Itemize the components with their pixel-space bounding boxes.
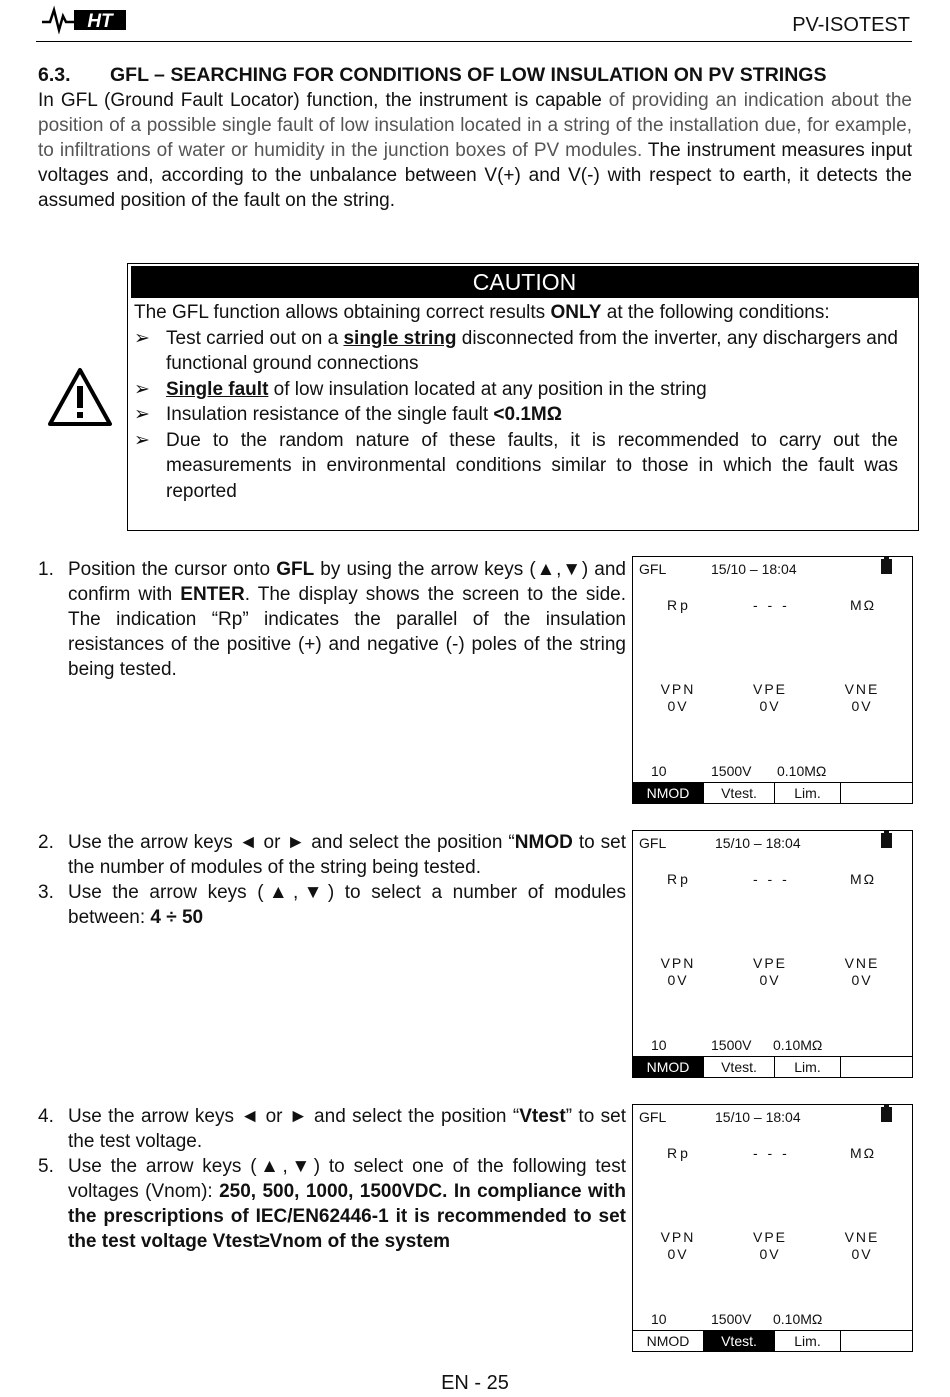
caution-box — [127, 263, 919, 531]
rp-label: Rp — [667, 871, 691, 887]
vpe-reading: VPE 0V — [752, 681, 787, 714]
lim-value: 0.10MΩ — [773, 1311, 823, 1327]
rp-value: - - - — [753, 871, 790, 887]
screen-datetime: 15/10 – 18:04 — [715, 1109, 801, 1125]
tab-nmod[interactable]: NMOD — [633, 1057, 704, 1077]
arrow-bullet-icon: ➢ — [134, 378, 150, 400]
step-block-2 — [38, 830, 626, 930]
tab-lim[interactable]: Lim. — [775, 1057, 841, 1077]
page-number: EN - 25 — [441, 1372, 509, 1394]
screen-tabs — [633, 782, 912, 803]
screen-title: GFL — [639, 835, 667, 851]
vpe-reading: VPE 0V — [752, 955, 787, 988]
tab-nmod[interactable]: NMOD — [633, 783, 704, 803]
vne-reading: VNE 0V — [844, 681, 880, 714]
caution-list — [134, 326, 898, 505]
vtest-value: 1500V — [711, 1037, 752, 1053]
logo-text: HT — [87, 11, 113, 32]
warning-triangle-icon — [46, 366, 114, 428]
intro-part-a: In GFL (Ground Fault Locator) function, the instrument is capable — [38, 90, 609, 111]
step-block-1 — [38, 557, 626, 682]
tab-nmod[interactable]: NMOD — [633, 1331, 704, 1351]
tab-vtest[interactable]: Vtest. — [704, 1057, 775, 1077]
tab-vtest[interactable]: Vtest. — [704, 1331, 775, 1351]
step-4: 4. Use the arrow keys ◄ or ► and select the position “Vtest” to set the test voltage. — [38, 1106, 626, 1152]
vtest-value: 1500V — [711, 763, 752, 779]
ht-logo — [40, 4, 130, 34]
caution-item: ➢ Single fault of low insulation located at any position in the string — [134, 377, 898, 403]
vpn-reading: VPN 0V — [660, 1229, 696, 1262]
screen-datetime: 15/10 – 18:04 — [715, 835, 801, 851]
battery-icon — [881, 559, 892, 574]
header-rule — [36, 41, 912, 42]
screen-tabs — [633, 1330, 912, 1351]
battery-icon — [881, 833, 892, 848]
rp-value: - - - — [753, 597, 790, 613]
caution-item: ➢ Insulation resistance of the single fault <0.1MΩ — [134, 402, 898, 428]
rp-label: Rp — [667, 1145, 691, 1161]
intro-part-b: of providing an indication about the position of a possible single fault of low insulation located in a string of the installation due, for example, to infiltrations of water or humidity in the junction boxes of PV modules. — [38, 90, 912, 161]
vpn-reading: VPN 0V — [660, 955, 696, 988]
step-block-3 — [38, 1104, 626, 1254]
rp-label: Rp — [667, 597, 691, 613]
section-title: GFL – SEARCHING FOR CONDITIONS OF LOW INSULATION ON PV STRINGS — [110, 64, 827, 86]
section-number: 6.3. — [38, 64, 71, 86]
tab-vtest[interactable]: Vtest. — [704, 783, 775, 803]
screen-title: GFL — [639, 561, 667, 577]
vpe-reading: VPE 0V — [752, 1229, 787, 1262]
lim-value: 0.10MΩ — [777, 763, 827, 779]
intro-part-c: The instrument measures input voltages and, according to the unbalance between V(+) and V(-) with respect to earth, it detects the assumed position of the fault on the string. — [38, 140, 912, 211]
rp-unit: MΩ — [850, 1145, 877, 1161]
rp-value: - - - — [753, 1145, 790, 1161]
vne-reading: VNE 0V — [844, 1229, 880, 1262]
caution-lead: The GFL function allows obtaining correct results ONLY at the following conditions: — [134, 302, 830, 323]
tab-lim[interactable]: Lim. — [775, 1331, 841, 1351]
caution-title: CAUTION — [131, 266, 918, 298]
product-name: PV-ISOTEST — [792, 14, 910, 36]
screen-title: GFL — [639, 1109, 667, 1125]
arrow-bullet-icon: ➢ — [134, 404, 150, 425]
caution-body — [134, 300, 898, 504]
arrow-bullet-icon: ➢ — [134, 429, 150, 451]
vtest-value: 1500V — [711, 1311, 752, 1327]
nmod-value: 10 — [651, 763, 667, 779]
nmod-value: 10 — [651, 1311, 667, 1327]
rp-unit: MΩ — [850, 871, 877, 887]
step-2: 2. Use the arrow keys ◄ or ► and select the position “NMOD to set the number of modules of the string being tested. — [38, 832, 627, 878]
screen-datetime: 15/10 – 18:04 — [711, 561, 797, 577]
intro-paragraph — [38, 88, 912, 213]
instrument-screen-2 — [632, 830, 913, 1078]
nmod-value: 10 — [651, 1037, 667, 1053]
step-1: 1. Position the cursor onto GFL by using the arrow keys (▲,▼) and confirm with ENTER. The display shows the screen to the side. The indication “Rp” indicates the parallel of the insulation resistances of the positive (+) and negative (-) poles of the string being tested. — [38, 559, 626, 680]
section-heading — [38, 64, 912, 87]
rp-unit: MΩ — [850, 597, 877, 613]
instrument-screen-3 — [632, 1104, 913, 1352]
instrument-screen-1 — [632, 556, 913, 804]
tab-lim[interactable]: Lim. — [775, 783, 841, 803]
lim-value: 0.10MΩ — [773, 1037, 823, 1053]
step-3: 3. Use the arrow keys (▲,▼) to select a number of modules between: 4 ÷ 50 — [38, 882, 626, 928]
step-5: 5. Use the arrow keys (▲,▼) to select one of the following test voltages (Vnom): 250, 500, 1000, 1500VDC. In compliance with the prescriptions of IEC/EN62446-1 it is recommended to set the test voltage Vtest≥Vnom of the system — [38, 1156, 626, 1252]
caution-item: ➢ Test carried out on a single string disconnected from the inverter, any dischargers and functional ground connections — [134, 327, 898, 374]
arrow-bullet-icon: ➢ — [134, 327, 150, 349]
caution-item: ➢ Due to the random nature of these faults, it is recommended to carry out the measurements in environmental conditions similar to those in which the fault was reported — [134, 429, 898, 502]
vne-reading: VNE 0V — [844, 955, 880, 988]
battery-icon — [881, 1107, 892, 1122]
vpn-reading: VPN 0V — [660, 681, 696, 714]
screen-tabs — [633, 1056, 912, 1077]
